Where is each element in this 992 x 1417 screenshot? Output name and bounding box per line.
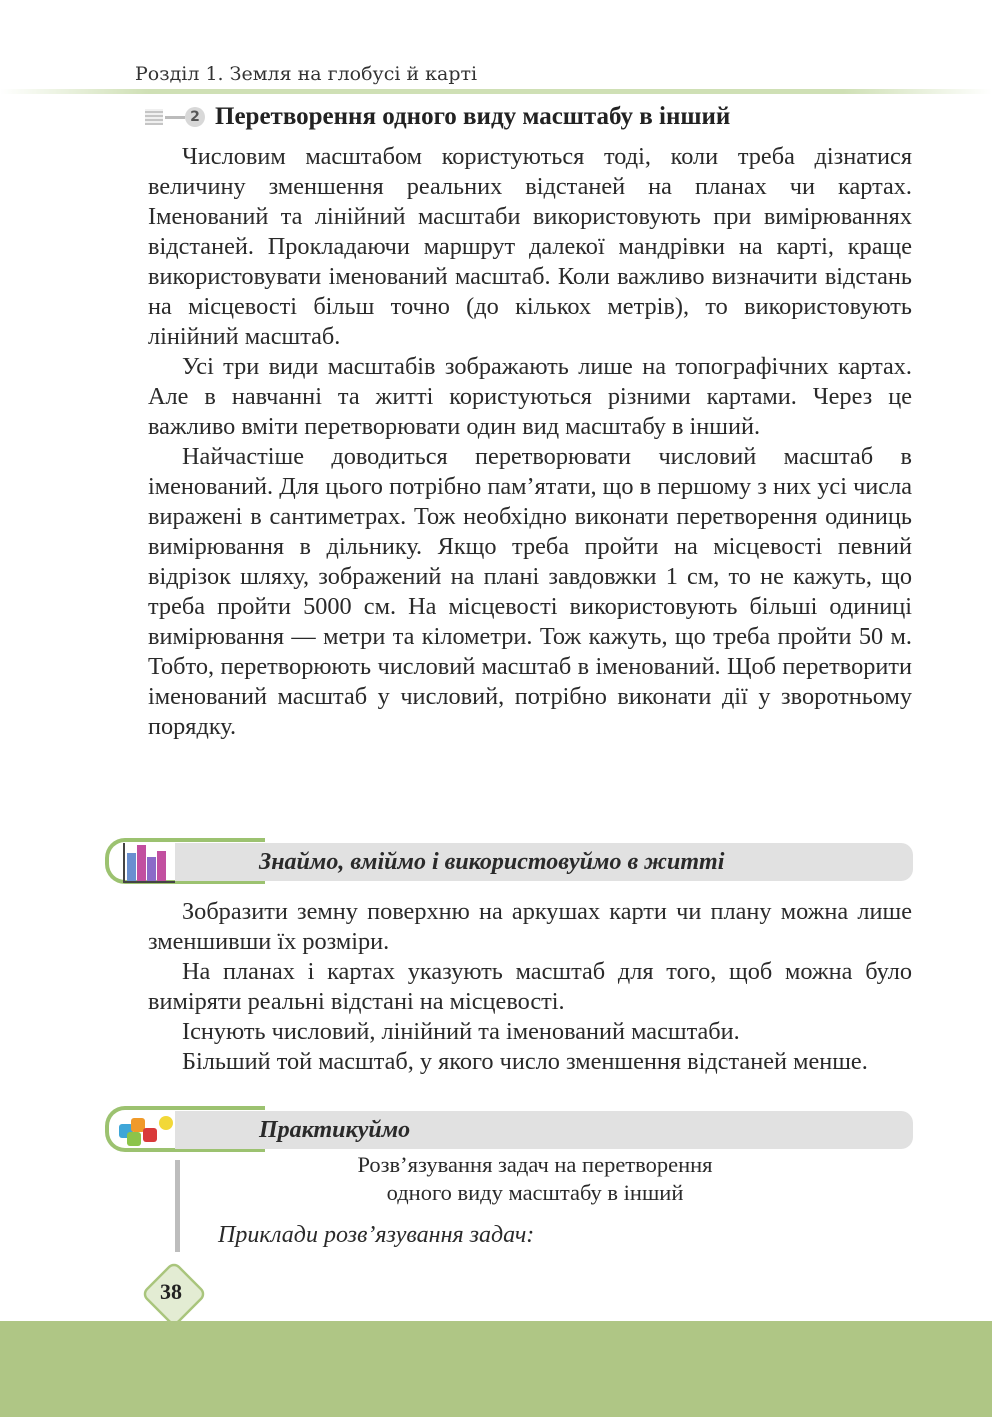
paragraph: Усі три види масштабів зображають лише на топографічних картах. Але в навчанні та житті користуються різними картами. Через це важливо вміти перетворювати один вид масштабу в інший. (148, 353, 912, 440)
paragraph: На планах і картах указують масштаб для того, щоб можна було виміряти реальні відстані на місцевості. (148, 958, 912, 1015)
paragraph: Більший той масштаб, у якого число зменшення відстаней менше. (182, 1048, 868, 1075)
paragraph: Зобразити земну поверхню на аркушах карти чи плану можна лише зменшивши їх розміри. (148, 898, 912, 955)
page-number: 38 (160, 1279, 182, 1304)
summary-title: Знаймо, вміймо і використовуймо в житті (259, 849, 725, 875)
bar-chart-icon (123, 843, 175, 883)
practice-banner (105, 1106, 913, 1152)
paragraph: Найчастіше доводиться перетворювати числовий масштаб в іменований. Для цього потрібно пам’ятати, що в першому з них усі числа виражені в сантиметрах. Тож необхідно виконати перетворення одиниць вимірювання в дільнику. Якщо треба пройти на місцевості певний відрізок шляху, зображений на плані завдовжки 1 см, то не кажуть, що треба пройти 5000 см. На місцевості використовують більші одиниці вимірювання — метри та кілометри. Тож кажуть, що треба пройти 50 м. Тобто, перетворюють числовий масштаб в іменований. Щоб перетворити іменований масштаб у числовий, потрібно виконати дії у зворотньому порядку. (148, 443, 912, 740)
practice-side-line (175, 1160, 180, 1252)
chapter-header: Розділ 1. Земля на глобусі й карті (135, 63, 478, 85)
practice-subtitle-1: Розв’язування задач на перетворення (357, 1152, 713, 1177)
examples-heading: Приклади розв’язування задач: (218, 1222, 535, 1248)
paragraph: Числовим масштабом користуються тоді, коли треба дізнатися величину зменшення реальних відстаней на планах чи картах. Іменований та лінійний масштаби використовують при вимірюваннях відстаней. Прокладаючи маршрут далекої мандрівки на карті, краще використовувати іменований масштаб. Коли важливо визначити відстань на місцевості більш точно (до кількох метрів), то використовують лінійний масштаб. (148, 143, 912, 350)
footer-band (0, 1321, 992, 1417)
practice-subtitle-2: одного виду масштабу в інший (386, 1180, 684, 1205)
summary-body (148, 897, 912, 1077)
header-divider (0, 89, 992, 94)
section-body (148, 142, 912, 742)
section-heading: Перетворення одного виду масштабу в інший (215, 103, 731, 130)
practice-title: Практикуймо (259, 1117, 411, 1143)
paragraph: Існують числовий, лінійний та іменований масштаби. (182, 1018, 740, 1045)
section-title-row (145, 100, 925, 134)
summary-banner (105, 838, 913, 884)
page-number-badge (138, 1265, 208, 1323)
puzzle-icon (115, 1110, 185, 1150)
grid-key-icon (145, 106, 201, 128)
section-number: 2 (185, 107, 205, 127)
